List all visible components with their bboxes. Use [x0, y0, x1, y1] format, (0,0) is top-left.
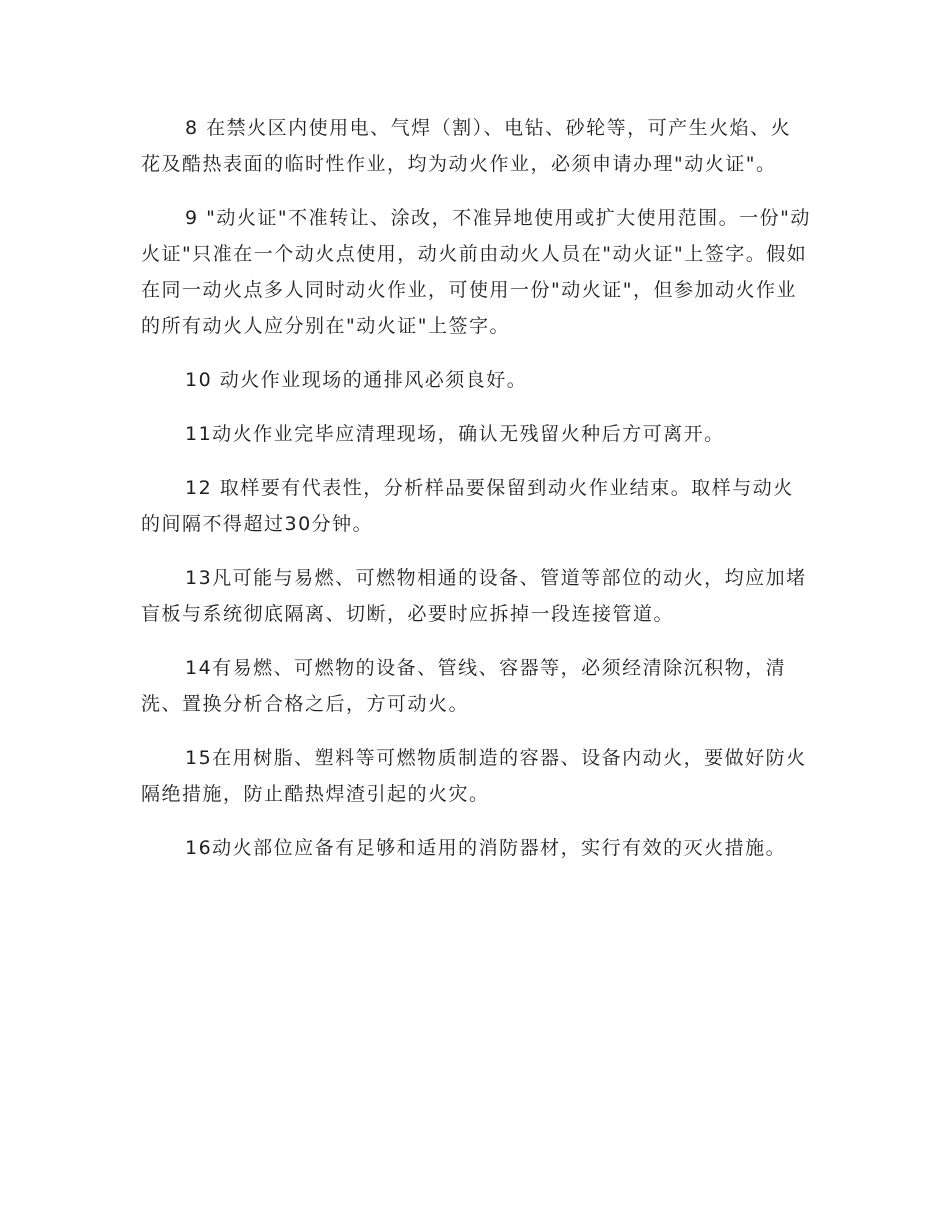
paragraph-item-8: 8 在禁火区内使用电、气焊（割）、电钻、砂轮等，可产生火焰、火花及酷热表面的临时性作业，均为动火作业，必须申请办理"动火证"。: [141, 117, 792, 175]
document-body: [141, 110, 811, 884]
paragraph-item-10: 10 动火作业现场的通排风必须良好。: [185, 369, 528, 391]
paragraph-item-14: 14有易燃、可燃物的设备、管线、容器等，必须经清除沉积物，清洗、置换分析合格之后，方可动火。: [141, 657, 787, 715]
paragraph-item-16: 16动火部位应备有足够和适用的消防器材，实行有效的灭火措施。: [185, 837, 787, 859]
paragraph-item-9: 9 "动火证"不准转让、涂改，不准异地使用或扩大使用范围。一份"动火证"只准在一个动火点使用，动火前由动火人员在"动火证"上签字。假如在同一动火点多人同时动火作业，可使用一份"动火证"，但参加动火作业的所有动火人应分别在"动火证"上签字。: [141, 207, 811, 337]
paragraph-item-13: 13凡可能与易燃、可燃物相通的设备、管道等部位的动火，均应加堵盲板与系统彻底隔离、切断，必要时应拆掉一段连接管道。: [141, 567, 807, 625]
paragraph-item-12: 12 取样要有代表性，分析样品要保留到动火作业结束。取样与动火的间隔不得超过30分钟。: [141, 477, 794, 535]
paragraph-item-15: 15在用树脂、塑料等可燃物质制造的容器、设备内动火，要做好防火隔绝措施，防止酷热焊渣引起的火灾。: [141, 747, 807, 805]
paragraph-item-11: 11动火作业完毕应清理现场，确认无残留火种后方可离开。: [185, 423, 725, 445]
